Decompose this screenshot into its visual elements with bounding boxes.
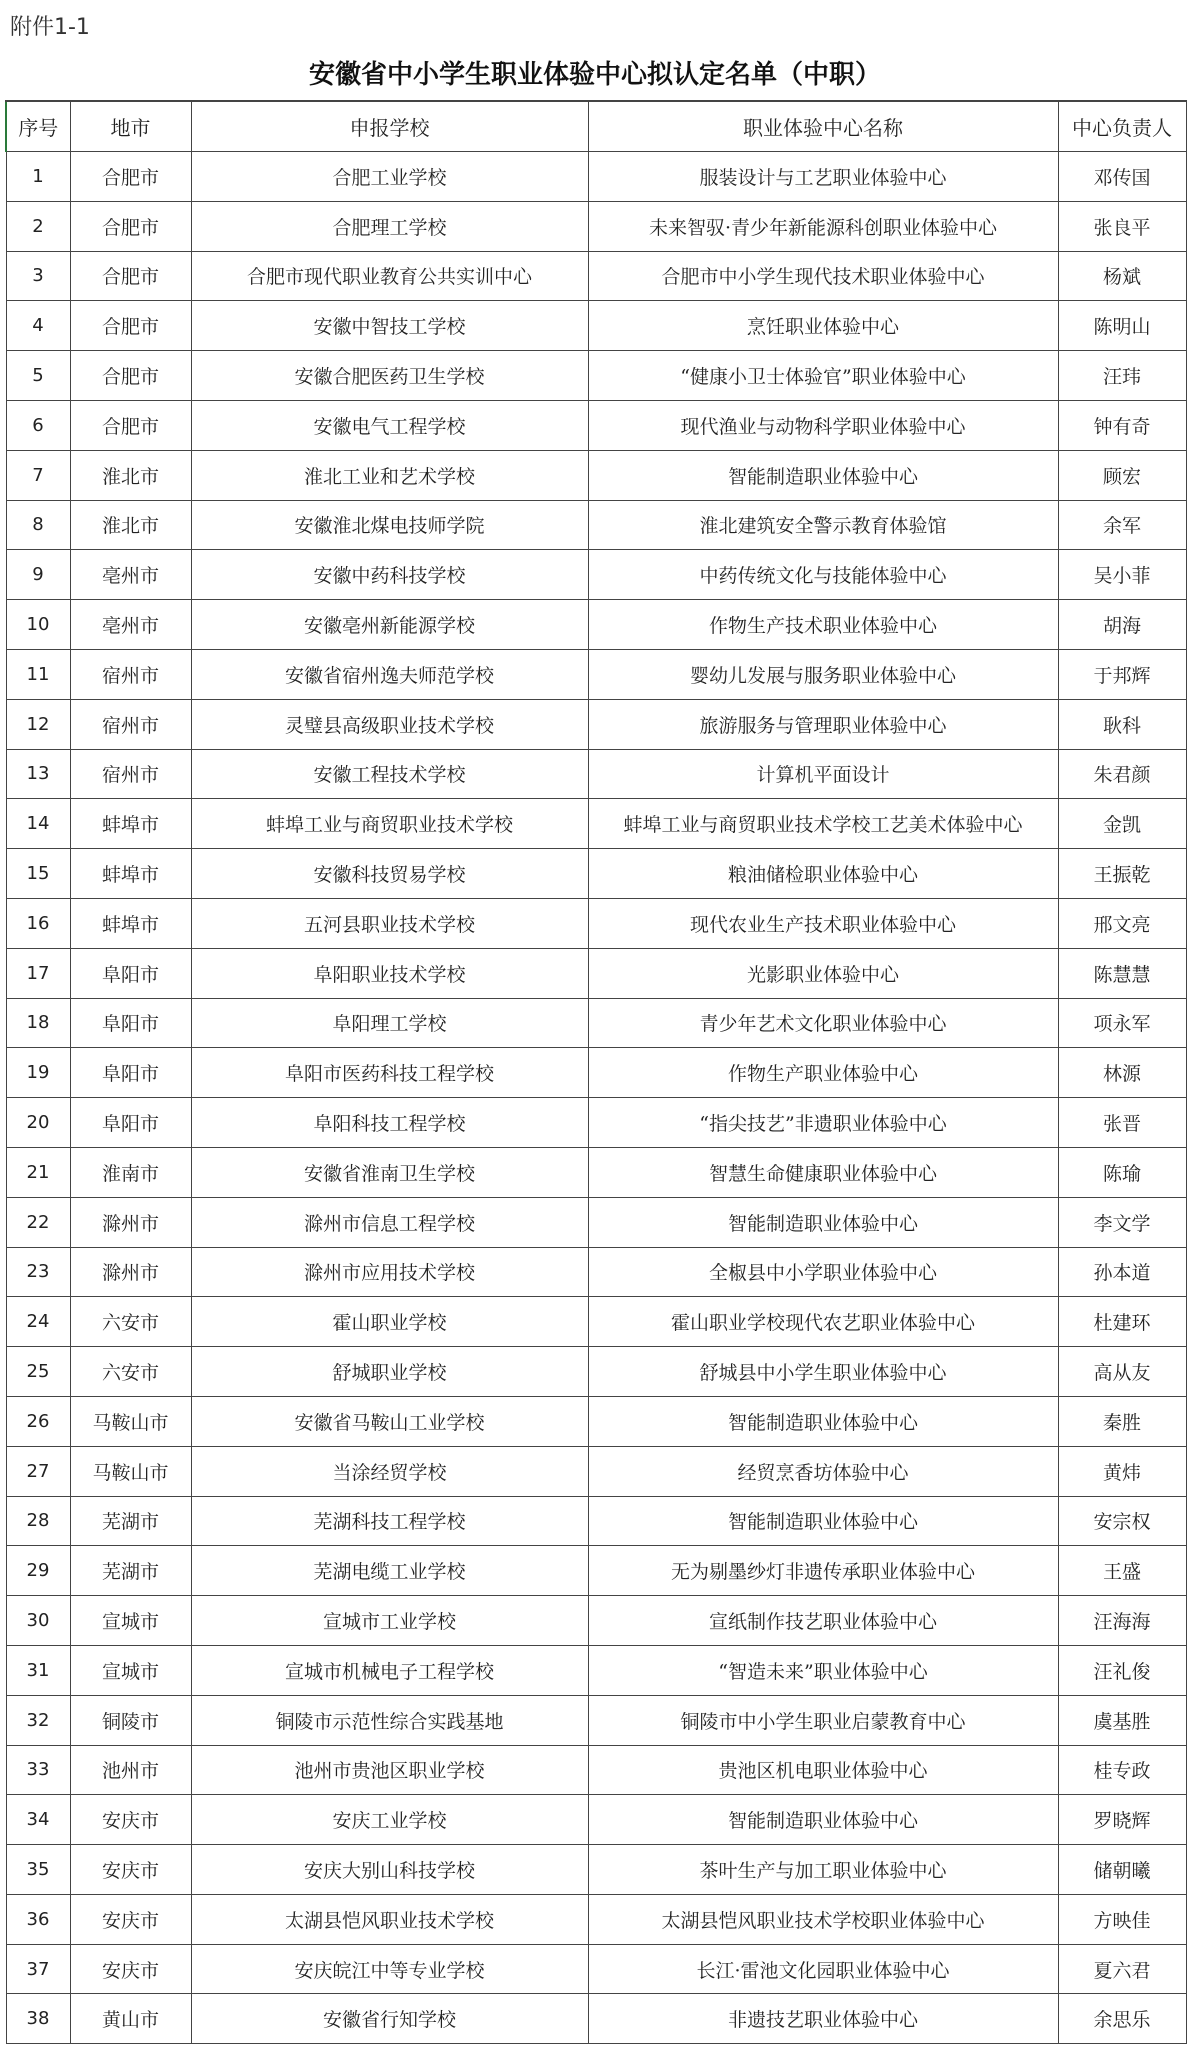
cell-center-name: 智能制造职业体验中心 [588,1396,1058,1446]
table-row [6,1446,1186,1496]
cell-index: 32 [6,1695,70,1745]
cell-city: 合肥市 [70,351,191,401]
cell-director: 邓传国 [1058,152,1186,202]
cell-center-name: 智慧生命健康职业体验中心 [588,1147,1058,1197]
cell-index: 6 [6,400,70,450]
cell-school: 阜阳市医药科技工程学校 [191,1048,588,1098]
table-row [6,1745,1186,1795]
cell-director: 安宗权 [1058,1496,1186,1546]
cell-index: 11 [6,649,70,699]
cell-school: 太湖县恺风职业技术学校 [191,1894,588,1944]
cell-director: 张晋 [1058,1098,1186,1148]
cell-director: 张良平 [1058,201,1186,251]
table-row [6,351,1186,401]
cell-index: 15 [6,849,70,899]
cell-city: 宿州市 [70,649,191,699]
table-row [6,450,1186,500]
table-row [6,1247,1186,1297]
cell-city: 宿州市 [70,699,191,749]
cell-director: 朱君颜 [1058,749,1186,799]
table-row [6,301,1186,351]
table-row [6,251,1186,301]
cell-school: 合肥工业学校 [191,152,588,202]
cell-city: 铜陵市 [70,1695,191,1745]
table-row [6,400,1186,450]
cell-school: 阜阳理工学校 [191,998,588,1048]
cell-director: 高从友 [1058,1347,1186,1397]
cell-director: 储朝曦 [1058,1845,1186,1895]
cell-city: 芜湖市 [70,1496,191,1546]
cell-school: 淮北工业和艺术学校 [191,450,588,500]
table-row [6,1147,1186,1197]
cell-city: 合肥市 [70,400,191,450]
cell-city: 六安市 [70,1297,191,1347]
cell-school: 安徽省马鞍山工业学校 [191,1396,588,1446]
cell-director: 杜建环 [1058,1297,1186,1347]
cell-school: 安徽省淮南卫生学校 [191,1147,588,1197]
cell-index: 9 [6,550,70,600]
cell-center-name: 现代渔业与动物科学职业体验中心 [588,400,1058,450]
cell-index: 19 [6,1048,70,1098]
cell-center-name: 霍山职业学校现代农艺职业体验中心 [588,1297,1058,1347]
column-header-director: 中心负责人 [1058,101,1186,152]
cell-city: 阜阳市 [70,1098,191,1148]
cell-city: 阜阳市 [70,1048,191,1098]
cell-director: 陈慧慧 [1058,948,1186,998]
cell-center-name: 淮北建筑安全警示教育体验馆 [588,500,1058,550]
cell-center-name: 茶叶生产与加工职业体验中心 [588,1845,1058,1895]
table-row [6,1396,1186,1446]
table-row [6,699,1186,749]
cell-center-name: 非遗技艺职业体验中心 [588,1994,1058,2044]
cell-school: 安庆大别山科技学校 [191,1845,588,1895]
cell-index: 21 [6,1147,70,1197]
cell-center-name: 宣纸制作技艺职业体验中心 [588,1596,1058,1646]
table-row [6,1297,1186,1347]
cell-school: 滁州市应用技术学校 [191,1247,588,1297]
cell-city: 淮南市 [70,1147,191,1197]
cell-center-name: 光影职业体验中心 [588,948,1058,998]
cell-school: 铜陵市示范性综合实践基地 [191,1695,588,1745]
cell-school: 合肥理工学校 [191,201,588,251]
cell-index: 24 [6,1297,70,1347]
table-row [6,550,1186,600]
cell-director: 汪礼俊 [1058,1645,1186,1695]
cell-index: 12 [6,699,70,749]
cell-director: 耿科 [1058,699,1186,749]
table-row [6,500,1186,550]
cell-director: 邢文亮 [1058,898,1186,948]
cell-director: 陈明山 [1058,301,1186,351]
cell-city: 阜阳市 [70,998,191,1048]
table-row [6,600,1186,650]
cell-city: 亳州市 [70,600,191,650]
table-row [6,649,1186,699]
cell-center-name: 贵池区机电职业体验中心 [588,1745,1058,1795]
cell-school: 宣城市机械电子工程学校 [191,1645,588,1695]
table-row [6,998,1186,1048]
table-row [6,749,1186,799]
cell-index: 38 [6,1994,70,2044]
cell-director: 王盛 [1058,1546,1186,1596]
cell-index: 17 [6,948,70,998]
cell-index: 23 [6,1247,70,1297]
cell-center-name: 全椒县中小学职业体验中心 [588,1247,1058,1297]
cell-city: 六安市 [70,1347,191,1397]
table-row [6,152,1186,202]
column-header-index: 序号 [6,101,70,152]
table-header-row [6,101,1186,152]
cell-school: 舒城职业学校 [191,1347,588,1397]
table-row [6,1645,1186,1695]
cell-index: 8 [6,500,70,550]
cell-city: 宣城市 [70,1596,191,1646]
cell-school: 阜阳科技工程学校 [191,1098,588,1148]
cell-index: 36 [6,1894,70,1944]
cell-index: 13 [6,749,70,799]
cell-director: 李文学 [1058,1197,1186,1247]
cell-school: 合肥市现代职业教育公共实训中心 [191,251,588,301]
table-row [6,1098,1186,1148]
cell-index: 25 [6,1347,70,1397]
cell-city: 马鞍山市 [70,1396,191,1446]
cell-director: 余思乐 [1058,1994,1186,2044]
cell-center-name: 经贸烹香坊体验中心 [588,1446,1058,1496]
cell-director: 金凯 [1058,799,1186,849]
cell-center-name: 婴幼儿发展与服务职业体验中心 [588,649,1058,699]
cell-school: 安徽淮北煤电技师学院 [191,500,588,550]
cell-center-name: 旅游服务与管理职业体验中心 [588,699,1058,749]
cell-index: 34 [6,1795,70,1845]
cell-director: 汪玮 [1058,351,1186,401]
table-row [6,1845,1186,1895]
cell-center-name: 青少年艺术文化职业体验中心 [588,998,1058,1048]
cell-city: 安庆市 [70,1944,191,1994]
cell-school: 当涂经贸学校 [191,1446,588,1496]
cell-director: 孙本道 [1058,1247,1186,1297]
cell-school: 霍山职业学校 [191,1297,588,1347]
cell-index: 18 [6,998,70,1048]
cell-city: 宿州市 [70,749,191,799]
cell-director: 黄炜 [1058,1446,1186,1496]
cell-center-name: 蚌埠工业与商贸职业技术学校工艺美术体验中心 [588,799,1058,849]
cell-city: 马鞍山市 [70,1446,191,1496]
cell-city: 淮北市 [70,450,191,500]
cell-center-name: 合肥市中小学生现代技术职业体验中心 [588,251,1058,301]
cell-center-name: 作物生产职业体验中心 [588,1048,1058,1098]
cell-director: 吴小菲 [1058,550,1186,600]
table-row [6,1994,1186,2044]
cell-index: 5 [6,351,70,401]
cell-director: 秦胜 [1058,1396,1186,1446]
cell-center-name: 中药传统文化与技能体验中心 [588,550,1058,600]
cell-city: 滁州市 [70,1197,191,1247]
cell-director: 王振乾 [1058,849,1186,899]
cell-director: 顾宏 [1058,450,1186,500]
cell-school: 安徽省行知学校 [191,1994,588,2044]
cell-director: 钟有奇 [1058,400,1186,450]
table-row [6,1795,1186,1845]
cell-center-name: 智能制造职业体验中心 [588,450,1058,500]
cell-school: 安徽中药科技学校 [191,550,588,600]
table-row [6,1695,1186,1745]
table-row [6,1944,1186,1994]
cell-index: 7 [6,450,70,500]
cell-school: 灵璧县高级职业技术学校 [191,699,588,749]
cell-school: 安徽电气工程学校 [191,400,588,450]
cell-index: 10 [6,600,70,650]
cell-school: 阜阳职业技术学校 [191,948,588,998]
cell-school: 蚌埠工业与商贸职业技术学校 [191,799,588,849]
cell-center-name: “健康小卫士体验官”职业体验中心 [588,351,1058,401]
cell-city: 阜阳市 [70,948,191,998]
cell-index: 20 [6,1098,70,1148]
table-row [6,1546,1186,1596]
cell-city: 黄山市 [70,1994,191,2044]
cell-index: 16 [6,898,70,948]
cell-center-name: 粮油储检职业体验中心 [588,849,1058,899]
table-row [6,799,1186,849]
cell-index: 26 [6,1396,70,1446]
cell-center-name: 智能制造职业体验中心 [588,1795,1058,1845]
cell-school: 安庆工业学校 [191,1795,588,1845]
table-row [6,849,1186,899]
cell-city: 合肥市 [70,201,191,251]
cell-city: 合肥市 [70,152,191,202]
table-row [6,1894,1186,1944]
cell-director: 项永军 [1058,998,1186,1048]
cell-center-name: 长江·雷池文化园职业体验中心 [588,1944,1058,1994]
cell-city: 安庆市 [70,1795,191,1845]
table-row [6,1496,1186,1546]
cell-school: 安徽合肥医药卫生学校 [191,351,588,401]
cell-director: 余军 [1058,500,1186,550]
cell-city: 蚌埠市 [70,799,191,849]
attachment-label: 附件1-1 [10,15,90,40]
cell-school: 滁州市信息工程学校 [191,1197,588,1247]
cell-center-name: 智能制造职业体验中心 [588,1197,1058,1247]
cell-director: 方映佳 [1058,1894,1186,1944]
cell-center-name: 服装设计与工艺职业体验中心 [588,152,1058,202]
cell-center-name: “智造未来”职业体验中心 [588,1645,1058,1695]
column-header-center-name: 职业体验中心名称 [588,101,1058,152]
cell-director: 虞基胜 [1058,1695,1186,1745]
cell-center-name: 现代农业生产技术职业体验中心 [588,898,1058,948]
cell-school: 安庆皖江中等专业学校 [191,1944,588,1994]
cell-index: 22 [6,1197,70,1247]
cell-index: 1 [6,152,70,202]
cell-center-name: 作物生产技术职业体验中心 [588,600,1058,650]
table-row [6,1197,1186,1247]
table-row [6,898,1186,948]
cell-index: 14 [6,799,70,849]
cell-director: 杨斌 [1058,251,1186,301]
cell-index: 2 [6,201,70,251]
cell-center-name: 舒城县中小学生职业体验中心 [588,1347,1058,1397]
table-row [6,201,1186,251]
cell-director: 陈瑜 [1058,1147,1186,1197]
cell-city: 滁州市 [70,1247,191,1297]
cell-center-name: 未来智驭·青少年新能源科创职业体验中心 [588,201,1058,251]
cell-city: 合肥市 [70,251,191,301]
cell-director: 胡海 [1058,600,1186,650]
cell-center-name: “指尖技艺”非遗职业体验中心 [588,1098,1058,1148]
cell-index: 3 [6,251,70,301]
cell-center-name: 智能制造职业体验中心 [588,1496,1058,1546]
cell-school: 五河县职业技术学校 [191,898,588,948]
cell-school: 安徽省宿州逸夫师范学校 [191,649,588,699]
cell-director: 于邦辉 [1058,649,1186,699]
cell-index: 27 [6,1446,70,1496]
cell-director: 林源 [1058,1048,1186,1098]
cell-center-name: 烹饪职业体验中心 [588,301,1058,351]
cell-school: 安徽科技贸易学校 [191,849,588,899]
cell-center-name: 太湖县恺风职业技术学校职业体验中心 [588,1894,1058,1944]
cell-city: 安庆市 [70,1894,191,1944]
cell-index: 31 [6,1645,70,1695]
cell-index: 30 [6,1596,70,1646]
cell-school: 池州市贵池区职业学校 [191,1745,588,1795]
cell-director: 夏六君 [1058,1944,1186,1994]
table-row [6,948,1186,998]
cell-school: 芜湖科技工程学校 [191,1496,588,1546]
cell-city: 池州市 [70,1745,191,1795]
cell-city: 蚌埠市 [70,898,191,948]
candidate-list-table [5,100,1187,2044]
cell-city: 亳州市 [70,550,191,600]
cell-school: 宣城市工业学校 [191,1596,588,1646]
cell-school: 芜湖电缆工业学校 [191,1546,588,1596]
cell-school: 安徽中智技工学校 [191,301,588,351]
cell-index: 29 [6,1546,70,1596]
cell-index: 33 [6,1745,70,1795]
cell-director: 罗晓辉 [1058,1795,1186,1845]
cell-city: 蚌埠市 [70,849,191,899]
cell-index: 35 [6,1845,70,1895]
cell-city: 淮北市 [70,500,191,550]
cell-city: 合肥市 [70,301,191,351]
document-title: 安徽省中小学生职业体验中心拟认定名单（中职） [308,60,881,90]
cell-center-name: 铜陵市中小学生职业启蒙教育中心 [588,1695,1058,1745]
cell-center-name: 计算机平面设计 [588,749,1058,799]
cell-director: 桂专政 [1058,1745,1186,1795]
table-row [6,1048,1186,1098]
cell-index: 37 [6,1944,70,1994]
table-row [6,1347,1186,1397]
cell-school: 安徽亳州新能源学校 [191,600,588,650]
table-row [6,1596,1186,1646]
cell-city: 安庆市 [70,1845,191,1895]
column-header-school: 申报学校 [191,101,588,152]
cell-index: 28 [6,1496,70,1546]
cell-city: 宣城市 [70,1645,191,1695]
column-header-city: 地市 [70,101,191,152]
cell-director: 汪海海 [1058,1596,1186,1646]
cell-city: 芜湖市 [70,1546,191,1596]
cell-index: 4 [6,301,70,351]
cell-school: 安徽工程技术学校 [191,749,588,799]
cell-center-name: 无为剔墨纱灯非遗传承职业体验中心 [588,1546,1058,1596]
